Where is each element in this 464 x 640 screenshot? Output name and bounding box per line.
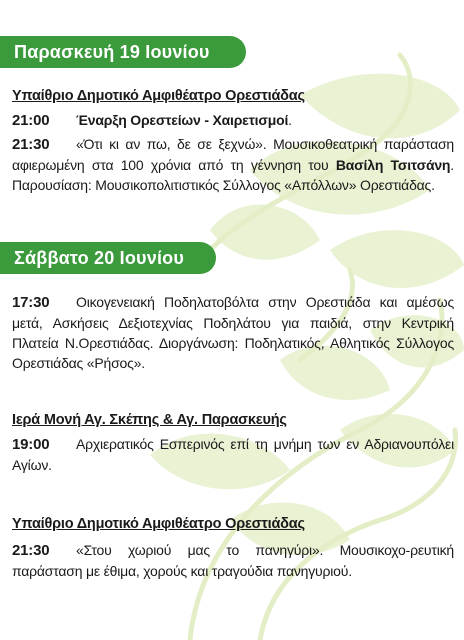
event-2100 <box>12 110 454 131</box>
event-text-end: . <box>288 112 292 128</box>
event-1900 <box>12 434 454 475</box>
event-text: «Ότι κι αν πω, δε σε ξεχνώ». Μουσικοθεατρική παράσταση αφιερωμένη στα 100 χρόνια από τη γέννηση του <box>12 136 454 173</box>
venue-heading: Υπαίθριο Δημοτικό Αμφιθέατρο Ορεστιάδας <box>12 516 305 532</box>
event-text: «Στου χωριού μας το πανηγύρι». Μουσικοχο-ρευτική παράσταση με έθιμα, χορούς και τραγούδια πανηγυριού. <box>12 542 454 579</box>
venue-heading: Υπαίθριο Δημοτικό Αμφιθέατρο Ορεστιάδας <box>12 88 305 104</box>
day-header-friday: Παρασκευή 19 Ιουνίου <box>0 36 246 68</box>
event-time: 21:30 <box>12 542 50 559</box>
venue-heading: Ιερά Μονή Αγ. Σκέπης & Αγ. Παρασκευής <box>12 412 287 428</box>
event-2130-second <box>12 540 454 581</box>
day-header-saturday: Σάββατο 20 Ιουνίου <box>0 242 216 274</box>
event-text: Οικογενειακή Ποδηλατοβόλτα στην Ορεστιάδα και αμέσως μετά, Ασκήσεις Δεξιοτεχνίας Ποδηλάτου για παιδιά, στην Κεντρική Πλατεία Ν.Ορεστιάδας. Διοργάνωση: Ποδηλατικός, Αθλητικός Σύλλογος Ορεστιάδας «Ρήσος». <box>12 294 454 371</box>
event-time: 21:30 <box>12 136 50 153</box>
event-time: 17:30 <box>12 294 50 311</box>
event-text-bold: Βασίλη Τσιτσάνη <box>335 157 451 173</box>
event-time: 21:00 <box>12 112 50 129</box>
event-text: Έναρξη Ορεστείων - Χαιρετισμοί <box>76 112 289 128</box>
event-2130 <box>12 134 454 195</box>
event-1730 <box>12 292 454 373</box>
event-text: Αρχιερατικός Εσπερινός επί τη μνήμη των εν Αδριανουπόλει Αγίων. <box>12 436 454 473</box>
event-text-end: . Παρουσίαση: Μουσικοπολιτιστικός Σύλλογος «Απόλλων» Ορεστιάδας. <box>12 157 454 193</box>
event-time: 19:00 <box>12 436 50 453</box>
